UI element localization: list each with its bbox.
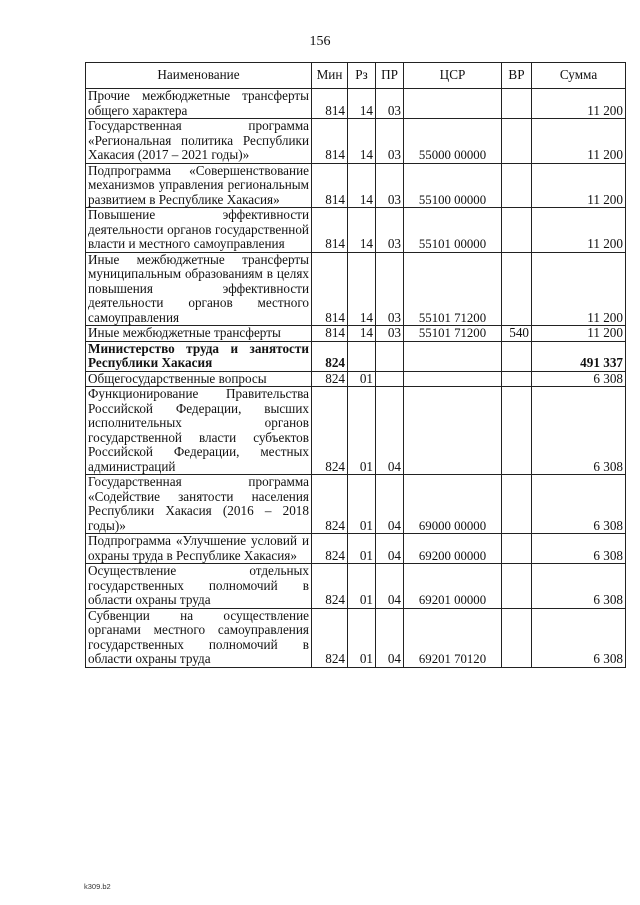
- table-row: [86, 475, 626, 534]
- row-pr: 04: [376, 534, 404, 564]
- row-sum: 11 200: [532, 163, 626, 208]
- row-csr: 69000 00000: [404, 475, 502, 534]
- row-csr: [404, 89, 502, 119]
- row-vr: [502, 475, 532, 534]
- row-sum: 11 200: [532, 326, 626, 342]
- table-body: [86, 89, 626, 668]
- row-sum: 6 308: [532, 608, 626, 667]
- row-rz: 01: [348, 475, 376, 534]
- row-rz: 01: [348, 564, 376, 609]
- row-sum: 11 200: [532, 89, 626, 119]
- row-csr: 55101 71200: [404, 326, 502, 342]
- table-row: [86, 387, 626, 475]
- row-sum: 6 308: [532, 371, 626, 387]
- table-row: [86, 326, 626, 342]
- row-sum: 6 308: [532, 387, 626, 475]
- row-pr: [376, 341, 404, 371]
- row-name: Иные межбюджетные трансферты: [86, 326, 312, 342]
- row-min: 824: [312, 534, 348, 564]
- row-name: Иные межбюджетные трансферты муниципальным образованиям в целях повышения эффективности деятельности органов местного самоуправления: [86, 252, 312, 326]
- table-row: [86, 89, 626, 119]
- row-min: 824: [312, 371, 348, 387]
- row-csr: 69200 00000: [404, 534, 502, 564]
- row-name: Осуществление отдельных государственных полномочий в области охраны труда: [86, 564, 312, 609]
- row-vr: [502, 252, 532, 326]
- column-header-min: Мин: [312, 63, 348, 89]
- column-header-pr: ПР: [376, 63, 404, 89]
- row-sum: 11 200: [532, 119, 626, 164]
- table-row: [86, 119, 626, 164]
- row-pr: 04: [376, 475, 404, 534]
- row-sum: 6 308: [532, 534, 626, 564]
- row-name: Общегосударственные вопросы: [86, 371, 312, 387]
- row-min: 814: [312, 163, 348, 208]
- row-csr: 55101 71200: [404, 252, 502, 326]
- column-header-vr: ВР: [502, 63, 532, 89]
- row-vr: [502, 608, 532, 667]
- table-row: [86, 371, 626, 387]
- row-pr: 03: [376, 326, 404, 342]
- table-header: [86, 63, 626, 89]
- row-rz: 14: [348, 252, 376, 326]
- footer-code: k309.b2: [84, 882, 111, 891]
- row-csr: 69201 70120: [404, 608, 502, 667]
- row-min: 824: [312, 475, 348, 534]
- row-min: 814: [312, 89, 348, 119]
- row-pr: 03: [376, 252, 404, 326]
- row-rz: 01: [348, 608, 376, 667]
- column-header-sum: Сумма: [532, 63, 626, 89]
- row-name: Подпрограмма «Совершенствование механизмов управления региональным развитием в Республике Хакасия»: [86, 163, 312, 208]
- table-row: [86, 534, 626, 564]
- page-number: 156: [309, 34, 331, 49]
- row-name: Подпрограмма «Улучшение условий и охраны труда в Республике Хакасия»: [86, 534, 312, 564]
- row-vr: [502, 208, 532, 253]
- row-min: 824: [312, 387, 348, 475]
- row-pr: 03: [376, 208, 404, 253]
- row-pr: 03: [376, 163, 404, 208]
- row-sum: 6 308: [532, 564, 626, 609]
- row-pr: 04: [376, 564, 404, 609]
- table-row: [86, 208, 626, 253]
- row-csr: [404, 371, 502, 387]
- row-vr: [502, 387, 532, 475]
- row-rz: 14: [348, 89, 376, 119]
- row-rz: 01: [348, 387, 376, 475]
- column-header-rz: Рз: [348, 63, 376, 89]
- row-name: Субвенции на осуществление органами местного самоуправления государственных полномочий в области охраны труда: [86, 608, 312, 667]
- row-sum: 11 200: [532, 252, 626, 326]
- column-header-name: Наименование: [86, 63, 312, 89]
- table-row-ministry: [86, 341, 626, 371]
- row-name: Государственная программа «Региональная политика Республики Хакасия (2017 – 2021 годы)»: [86, 119, 312, 164]
- row-sum: 11 200: [532, 208, 626, 253]
- row-name: Государственная программа «Содействие занятости населения Республики Хакасия (2016 – 2018 годы)»: [86, 475, 312, 534]
- row-name: Повышение эффективности деятельности органов государственной власти и местного самоуправления: [86, 208, 312, 253]
- row-vr: [502, 119, 532, 164]
- row-min: 824: [312, 608, 348, 667]
- row-min: 824: [312, 341, 348, 371]
- row-pr: [376, 371, 404, 387]
- row-rz: 14: [348, 326, 376, 342]
- row-rz: 01: [348, 371, 376, 387]
- row-sum: 491 337: [532, 341, 626, 371]
- row-min: 814: [312, 326, 348, 342]
- row-csr: [404, 341, 502, 371]
- row-vr: 540: [502, 326, 532, 342]
- row-pr: 03: [376, 119, 404, 164]
- row-min: 814: [312, 208, 348, 253]
- row-name: Функционирование Правительства Российской Федерации, высших исполнительных органов государственной власти субъектов Российской Федерации, местных администраций: [86, 387, 312, 475]
- table-row: [86, 608, 626, 667]
- row-vr: [502, 163, 532, 208]
- table-row: [86, 163, 626, 208]
- row-csr: [404, 387, 502, 475]
- column-header-csr: ЦСР: [404, 63, 502, 89]
- row-csr: 55000 00000: [404, 119, 502, 164]
- row-min: 814: [312, 119, 348, 164]
- row-vr: [502, 534, 532, 564]
- row-vr: [502, 371, 532, 387]
- row-rz: [348, 341, 376, 371]
- row-rz: 01: [348, 534, 376, 564]
- row-vr: [502, 564, 532, 609]
- row-pr: 03: [376, 89, 404, 119]
- row-csr: 69201 00000: [404, 564, 502, 609]
- row-sum: 6 308: [532, 475, 626, 534]
- row-min: 814: [312, 252, 348, 326]
- row-rz: 14: [348, 163, 376, 208]
- row-vr: [502, 89, 532, 119]
- row-csr: 55101 00000: [404, 208, 502, 253]
- table-row: [86, 564, 626, 609]
- row-name: Прочие межбюджетные трансферты общего характера: [86, 89, 312, 119]
- row-pr: 04: [376, 387, 404, 475]
- row-csr: 55100 00000: [404, 163, 502, 208]
- table-row: [86, 252, 626, 326]
- row-rz: 14: [348, 119, 376, 164]
- row-pr: 04: [376, 608, 404, 667]
- row-min: 824: [312, 564, 348, 609]
- row-rz: 14: [348, 208, 376, 253]
- row-name: Министерство труда и занятости Республики Хакасия: [86, 341, 312, 371]
- row-vr: [502, 341, 532, 371]
- budget-table: [85, 62, 626, 668]
